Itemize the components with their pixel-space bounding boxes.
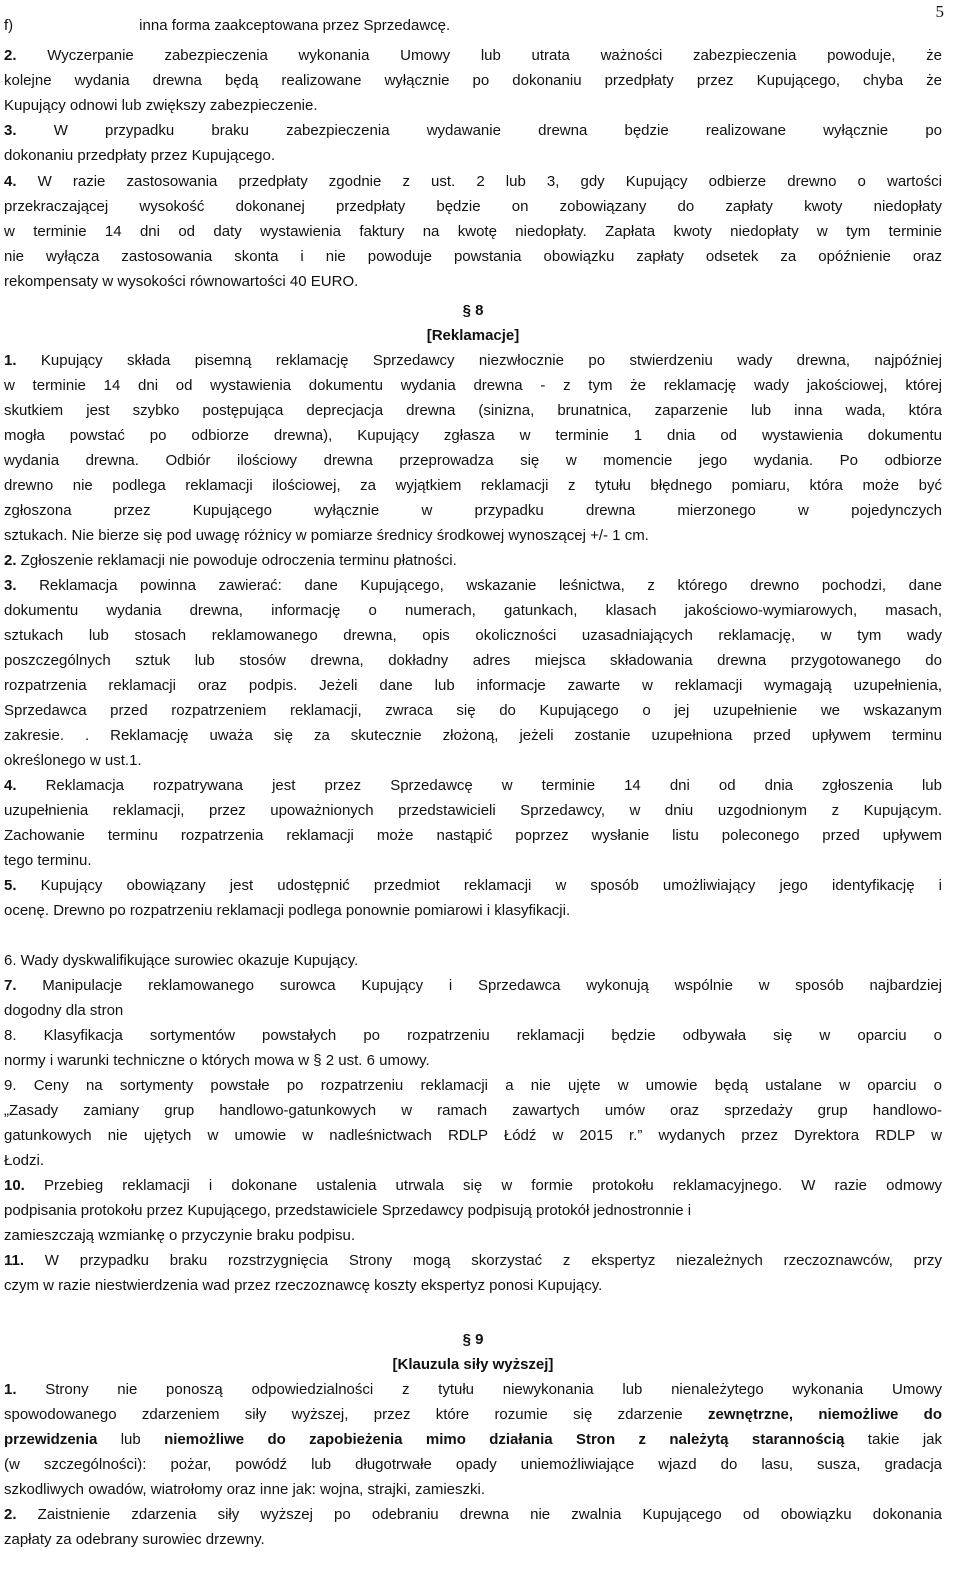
text-line xyxy=(4,824,942,848)
text-line xyxy=(4,874,942,898)
bold-text: 11. xyxy=(4,1252,25,1269)
text-run: Zachowanie terminu rozpatrzenia reklamacji może nastąpić poprzez wysłanie listu poleconego przed upływem xyxy=(4,827,942,844)
text-line xyxy=(4,1174,942,1198)
text-line xyxy=(4,14,942,38)
text-line xyxy=(4,624,942,648)
text-run: Strony nie ponoszą odpowiedzialności z tytułu niewykonania lub nienależytego wykonania Umowy xyxy=(16,1381,942,1398)
bold-text: niemożliwe do zapobieżenia mimo działania Stron z należytą starannością xyxy=(164,1431,845,1448)
text-run: określonego w ust.1. xyxy=(4,752,142,769)
page-number: 5 xyxy=(935,2,944,21)
text-run: kolejne wydania drewna będą realizowane wyłącznie po dokonaniu przedpłaty przez Kupującego, chyba że xyxy=(4,72,942,89)
text-line xyxy=(4,245,942,269)
text-line xyxy=(4,1024,942,1048)
text-line xyxy=(4,270,942,294)
text-line xyxy=(4,774,942,798)
text-line xyxy=(4,599,942,623)
text-line xyxy=(4,1453,942,1477)
section-heading xyxy=(4,299,942,323)
text-line xyxy=(4,1074,942,1098)
text-line xyxy=(4,374,942,398)
text-line xyxy=(4,119,942,143)
bold-text: § 9 xyxy=(462,1331,484,1348)
text-run: Sprzedawca przed rozpatrzeniem reklamacji, zwraca się do Kupującego o jej uzupełnienie we wskazanym xyxy=(4,702,942,719)
text-line xyxy=(4,1124,942,1148)
text-line xyxy=(4,674,942,698)
text-run: Kupujący obowiązany jest udostępnić przedmiot reklamacji w sposób umożliwiający jego identyfikację i xyxy=(16,877,942,894)
text-run: Wyczerpanie zabezpieczenia wykonania Umowy lub utrata ważności zabezpieczenia powoduje, że xyxy=(16,47,942,64)
text-line xyxy=(4,524,942,548)
bold-text: [Reklamacje] xyxy=(426,327,520,344)
text-run: dokumentu wydania drewna, informację o numerach, gatunkach, klasach jakościowo-wymiarowych, masach, xyxy=(4,602,942,619)
text-line xyxy=(4,1224,942,1248)
bold-text: 10. xyxy=(4,1177,25,1194)
text-run: Reklamacja powinna zawierać: dane Kupującego, wskazanie leśnictwa, z którego drewno pochodzi, dane xyxy=(16,577,942,594)
bold-text: [Klauzula siły wyższej] xyxy=(392,1356,554,1373)
bold-text: 4. xyxy=(4,777,17,794)
text-line xyxy=(4,574,942,598)
text-run: szkodliwych owadów, wiatrołomy oraz inne jak: wojna, strajki, zamieszki. xyxy=(4,1481,486,1498)
text-run: zakresie. . Reklamację uważa się za skutecznie złożoną, jeżeli zostanie uzupełniona przed upływem terminu xyxy=(4,727,942,744)
text-run: takie jak xyxy=(844,1431,942,1448)
text-line xyxy=(4,44,942,68)
bold-text: 3. xyxy=(4,577,17,594)
bold-text: zewnętrzne, niemożliwe do xyxy=(707,1406,942,1423)
text-run: drewno nie podlega reklamacji ilościowej, za wyjątkiem reklamacji z tytułu błędnego pomiaru, która może być xyxy=(4,477,942,494)
text-line xyxy=(4,144,942,168)
text-line xyxy=(4,220,942,244)
bold-text: 5. xyxy=(4,877,17,894)
text-line xyxy=(4,94,942,118)
text-run: w terminie 14 dni od daty wystawienia faktury na kwotę niedopłaty. Zapłata kwoty niedopłaty w tym terminie xyxy=(4,223,942,240)
text-run: Kupujący odnowi lub zwiększy zabezpieczenie. xyxy=(4,97,318,114)
text-run: mogła powstać po odbiorze drewna), Kupujący zgłasza w terminie 1 dnia od wystawienia dokumentu xyxy=(4,427,942,444)
text-run: W razie zastosowania przedpłaty zgodnie z ust. 2 lub 3, gdy Kupujący odbierze drewno o wartości xyxy=(16,173,942,190)
text-run: Manipulacje reklamowanego surowca Kupujący i Sprzedawca wykonują wspólnie w sposób najbardziej xyxy=(16,977,942,994)
bold-text: 2. xyxy=(4,552,17,569)
text-run: skutkiem jest szybko postępująca deprecjacja drewna (sinizna, brunatnica, zaparzenie lub inna wada, która xyxy=(4,402,942,419)
text-line xyxy=(4,349,942,373)
text-line xyxy=(4,1403,942,1427)
text-run: sztukach. Nie bierze się pod uwagę różnicy w pomiarze średnicy środkowej wynoszącej +/- 1 cm. xyxy=(4,527,649,544)
section-heading xyxy=(4,1353,942,1377)
text-run: f) xyxy=(4,17,14,34)
text-run: spowodowanego zdarzeniem siły wyższej, przez które rozumie się zdarzenie xyxy=(4,1406,708,1423)
text-run: W przypadku braku zabezpieczenia wydawanie drewna będzie realizowane wyłącznie po xyxy=(16,122,942,139)
text-line xyxy=(4,1528,942,1552)
text-run: przekraczającej wysokość dokonanej przedpłaty będzie on zobowiązany do zapłaty kwoty niedopłaty xyxy=(4,198,942,215)
text-run: W przypadku braku rozstrzygnięcia Strony mogą skorzystać z ekspertyz niezależnych rzeczoznawców, przy xyxy=(24,1252,942,1269)
text-run: dogodny dla stron xyxy=(4,1002,124,1019)
text-run: 8. Klasyfikacja sortymentów powstałych po rozpatrzeniu reklamacji będzie odbywała się w oparciu o xyxy=(4,1027,942,1044)
text-line xyxy=(4,1274,942,1298)
bold-text: 4. xyxy=(4,173,17,190)
text-run: w terminie 14 dni od wystawienia dokumentu wydania drewna - z tym że reklamację wady jakościowej, której xyxy=(4,377,942,394)
bold-text: 2. xyxy=(4,1506,17,1523)
text-line xyxy=(4,849,942,873)
section-heading xyxy=(4,324,942,348)
text-line xyxy=(4,69,942,93)
text-line xyxy=(4,1249,942,1273)
text-line xyxy=(4,449,942,473)
text-line xyxy=(4,170,942,194)
text-line xyxy=(4,1378,942,1402)
bold-text: 3. xyxy=(4,122,17,139)
bold-text: 2. xyxy=(4,47,17,64)
text-run: 6. Wady dyskwalifikujące surowiec okazuje Kupujący. xyxy=(4,952,359,969)
bold-text: § 8 xyxy=(462,302,484,319)
text-line xyxy=(4,1049,942,1073)
text-line xyxy=(4,749,942,773)
text-run: rekompensaty w wysokości równowartości 40 EURO. xyxy=(4,273,359,290)
bold-text: 7. xyxy=(4,977,17,994)
text-run: rozpatrzenia reklamacji oraz podpis. Jeżeli dane lub informacje zawarte w reklamacji wymagają uzupełnienia, xyxy=(4,677,942,694)
text-run: dokonaniu przedpłaty przez Kupującego. xyxy=(4,147,276,164)
text-line xyxy=(4,724,942,748)
text-run: uzupełnienia reklamacji, przez upoważnionych przedstawicieli Sprzedawcy, w dniu uzgodnionym z Kupującym. xyxy=(4,802,942,819)
text-run: lub xyxy=(97,1431,165,1448)
text-line xyxy=(4,949,942,973)
text-line xyxy=(4,424,942,448)
bold-text: 1. xyxy=(4,352,17,369)
text-line xyxy=(4,1428,942,1452)
text-line xyxy=(4,499,942,523)
text-run: (w szczególności): pożar, powódź lub długotrwałe opady uniemożliwiające wjazd do lasu, susza, gradacja xyxy=(4,1456,942,1473)
text-run: czym w razie niestwierdzenia wad przez rzeczoznawcę koszty ekspertyz ponosi Kupujący. xyxy=(4,1277,603,1294)
text-run: zamieszczają wzmiankę o przyczynie braku podpisu. xyxy=(4,1227,355,1244)
bold-text: 1. xyxy=(4,1381,17,1398)
text-line xyxy=(4,999,942,1023)
text-line xyxy=(4,974,942,998)
text-run: Łodzi. xyxy=(4,1152,45,1169)
text-run: zapłaty za odebrany surowiec drzewny. xyxy=(4,1531,265,1548)
text-line xyxy=(4,195,942,219)
text-run: gatunkowych nie ujętych w umowie w nadleśnictwach RDLP Łódź w 2015 r.” wydanych przez Dyrektora RDLP w xyxy=(4,1127,942,1144)
text-run: poszczególnych sztuk lub stosów drewna, dokładny adres miejsca składowania drewna przygotowanego do xyxy=(4,652,942,669)
text-run: podpisania protokołu przez Kupującego, przedstawiciele Sprzedawcy podpisują protokół jednostronnie i xyxy=(4,1202,692,1219)
text-run: sztukach lub stosach reklamowanego drewna, opis okoliczności uzasadniających reklamację, w tym wady xyxy=(4,627,942,644)
text-run: ocenę. Drewno po rozpatrzeniu reklamacji podlega ponownie pomiarowi i klasyfikacji. xyxy=(4,902,571,919)
text-line xyxy=(4,549,942,573)
section-heading xyxy=(4,1328,942,1352)
text-run: nie wyłącza zastosowania skonta i nie powoduje powstania obowiązku zapłaty odsetek za opóźnienie oraz xyxy=(4,248,942,265)
text-line xyxy=(4,699,942,723)
text-run: Zaistnienie zdarzenia siły wyższej po odebraniu drewna nie zwalnia Kupującego od obowiązku dokonania xyxy=(16,1506,942,1523)
text-run: zgłoszona przez Kupującego wyłącznie w przypadku drewna mierzonego w pojedynczych xyxy=(4,502,942,519)
text-line xyxy=(4,899,942,923)
text-line xyxy=(4,1478,942,1502)
text-line xyxy=(4,1199,942,1223)
text-run: wydania drewna. Odbiór ilościowy drewna przeprowadza się w momencie jego wydania. Po odbiorze xyxy=(4,452,942,469)
text-run: 9. Ceny na sortymenty powstałe po rozpatrzeniu reklamacji a nie ujęte w umowie będą ustalane w oparciu o xyxy=(4,1077,942,1094)
text-line xyxy=(4,474,942,498)
text-run: Zgłoszenie reklamacji nie powoduje odroczenia terminu płatności. xyxy=(16,552,457,569)
text-run: „Zasady zamiany grup handlowo-gatunkowych w ramach zawartych umów oraz sprzedaży grup handlowo- xyxy=(4,1102,942,1119)
text-line xyxy=(4,1099,942,1123)
text-run: Kupujący składa pisemną reklamację Sprzedawcy niezwłocznie po stwierdzeniu wady drewna, najpóźniej xyxy=(16,352,942,369)
text-line xyxy=(4,1503,942,1527)
text-run: Reklamacja rozpatrywana jest przez Sprzedawcę w terminie 14 dni od dnia zgłoszenia lub xyxy=(16,777,942,794)
text-run: Przebieg reklamacji i dokonane ustalenia utrwala się w formie protokołu reklamacyjnego. W razie odmowy xyxy=(24,1177,942,1194)
text-run: tego terminu. xyxy=(4,852,92,869)
text-line xyxy=(4,399,942,423)
text-line xyxy=(4,1149,942,1173)
text-run: normy i warunki techniczne o których mowa w § 2 ust. 6 umowy. xyxy=(4,1052,430,1069)
text-line xyxy=(4,799,942,823)
text-line xyxy=(4,649,942,673)
text-run: inna forma zaakceptowana przez Sprzedawcę. xyxy=(139,17,451,34)
bold-text: przewidzenia xyxy=(4,1431,98,1448)
